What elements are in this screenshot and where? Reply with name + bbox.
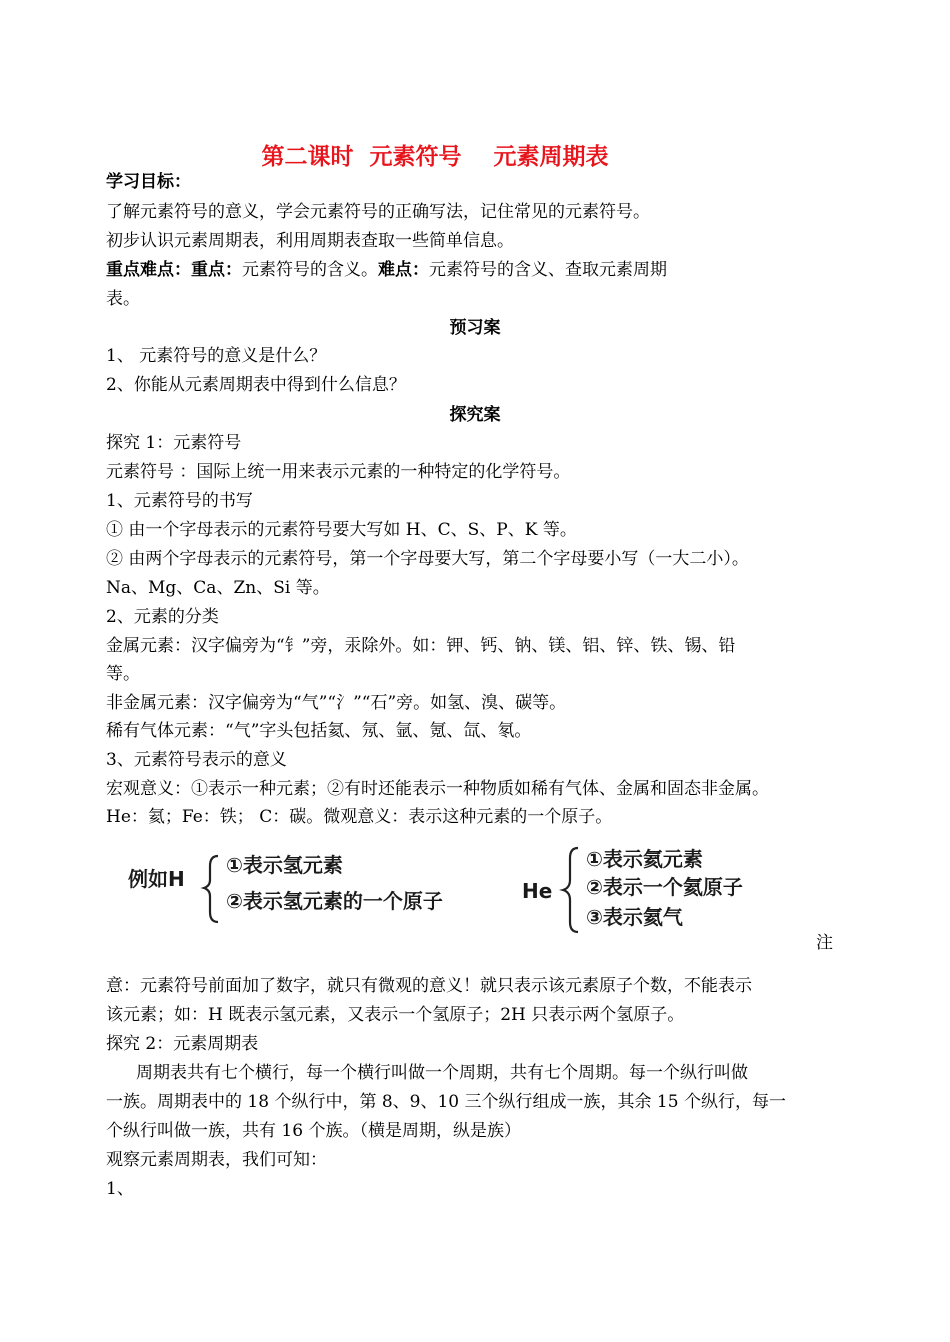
right-brace	[563, 848, 578, 932]
periodic-paragraph-line-3: 个纵行叫做一族，共有 16 个族。（横是周期，纵是族）	[106, 1121, 521, 1141]
hard-text: 元素符号的含义、查取元素周期	[429, 260, 667, 280]
explore-2-title: 探究 2：元素周期表	[106, 1034, 259, 1054]
page-title: 第二课时 元素符号 元素周期表	[261, 144, 609, 170]
figure-right-item-2: ②表示一个氦原子	[586, 875, 743, 899]
periodic-paragraph-line-1: 周期表共有七个横行，每一个横行叫做一个周期，共有七个周期。每一个纵行叫做	[136, 1063, 748, 1083]
figure-right-label: He	[522, 879, 553, 903]
figure-right-item-3: ③表示氦气	[586, 905, 683, 929]
key-points-cont: 表。	[106, 289, 140, 309]
macro-meaning: 宏观意义：①表示一种元素；②有时还能表示一种物质如稀有气体、金属和固态非金属。	[106, 779, 769, 799]
symbol-definition: 元素符号 ：国际上统一用来表示元素的一种特定的化学符号。	[106, 462, 571, 482]
preview-question-2: 2、你能从元素周期表中得到什么信息？	[106, 375, 406, 395]
note-start-char: 注	[816, 933, 833, 953]
observe-line: 观察元素周期表，我们可知：	[106, 1150, 327, 1170]
periodic-paragraph-line-2: 一族。周期表中的 18 个纵行中，第 8、9、10 三个纵行组成一族，其余 15 个纵行，每一	[106, 1092, 786, 1112]
note-line-1: 意：元素符号前面加了数字，就只有微观的意义！就只表示该元素原子个数，不能表示	[106, 976, 752, 996]
figure-left-item-1: ①表示氢元素	[226, 853, 343, 877]
figure-left-label: 例如H	[128, 867, 185, 891]
key-points-label: 重点难点：	[106, 260, 191, 280]
metal-elements-cont: 等。	[106, 664, 140, 684]
preview-question-1: 1、 元素符号的意义是什么？	[106, 346, 327, 366]
figure-left-item-2: ②表示氢元素的一个原子	[226, 889, 443, 913]
explore-heading: 探究案	[449, 405, 501, 425]
noble-gas-elements: 稀有气体元素：“气”字头包括氦、氖、氩、氪、氙、氡。	[106, 721, 532, 741]
symbol-meaning-figure	[116, 842, 796, 938]
objective-1: 了解元素符号的意义，学会元素符号的正确写法，记住常见的元素符号。	[106, 202, 650, 222]
section-2-title: 2、元素的分类	[106, 607, 219, 627]
section-1-item-b: ② 由两个字母表示的元素符号，第一个字母要大写，第二个字母要小写（一大二小）。	[106, 549, 749, 569]
macro-meaning-cont: He：氦；Fe：铁； C：碳。微观意义：表示这种元素的一个原子。	[106, 807, 613, 827]
section-1-item-b-cont: Na、Mg、Ca、Zn、Si 等。	[106, 578, 330, 598]
key-points	[106, 258, 667, 282]
hard-label: 难点：	[378, 260, 429, 280]
objective-2: 初步认识元素周期表，利用周期表查取一些简单信息。	[106, 231, 514, 251]
figure-right-item-1: ①表示氦元素	[586, 847, 703, 871]
observation-item-1: 1、	[106, 1179, 134, 1199]
section-1-title: 1、元素符号的书写	[106, 491, 253, 511]
metal-elements: 金属元素：汉字偏旁为“钅”旁，汞除外。如：钾、钙、钠、镁、铝、锌、铁、锡、铅	[106, 636, 736, 656]
preview-heading: 预习案	[449, 318, 501, 338]
left-brace	[204, 856, 218, 922]
section-1-item-a: ① 由一个字母表示的元素符号要大写如 H、C、S、P、K 等。	[106, 520, 577, 540]
objectives-heading: 学习目标：	[106, 172, 191, 192]
section-3-title: 3、元素符号表示的意义	[106, 750, 287, 770]
note-line-2: 该元素；如：H 既表示氢元素，又表示一个氢原子；2H 只表示两个氢原子。	[106, 1005, 685, 1025]
nonmetal-elements: 非金属元素：汉字偏旁为“气”“氵”“石”旁。如氢、溴、碳等。	[106, 693, 567, 713]
explore-1-title: 探究 1：元素符号	[106, 433, 242, 453]
key-label: 重点：	[191, 260, 242, 280]
key-text: 元素符号的含义。	[242, 260, 378, 280]
